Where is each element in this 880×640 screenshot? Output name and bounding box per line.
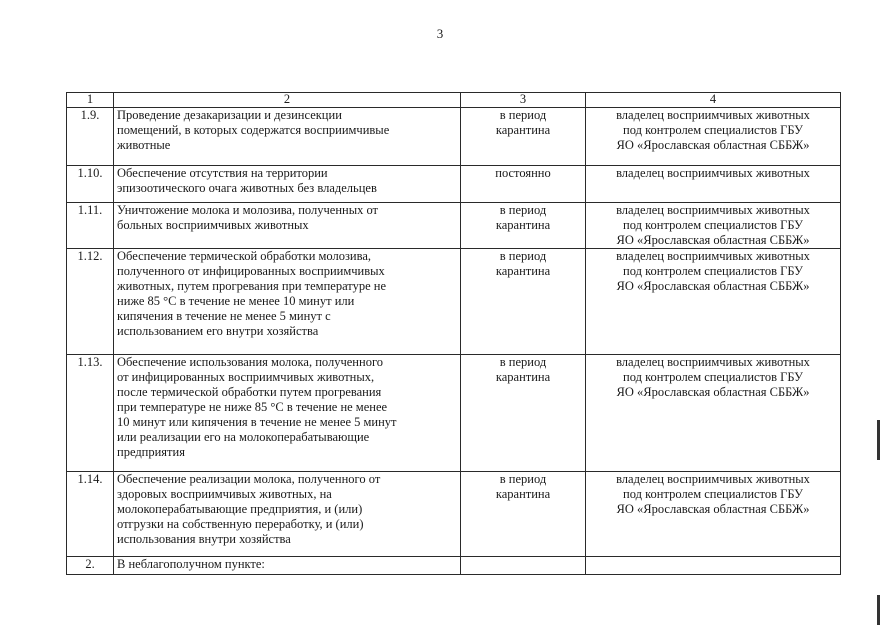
- row-responsible: владелец восприимчивых животных под контролем специалистов ГБУ ЯО «Ярославская областная СББЖ»: [586, 355, 841, 472]
- header-col-3: 3: [461, 93, 586, 108]
- row-number: 1.10.: [67, 166, 114, 203]
- header-col-4: 4: [586, 93, 841, 108]
- row-number: 1.9.: [67, 108, 114, 166]
- row-responsible: владелец восприимчивых животных под контролем специалистов ГБУ ЯО «Ярославская областная СББЖ»: [586, 108, 841, 166]
- row-responsible: владелец восприимчивых животных под контролем специалистов ГБУ ЯО «Ярославская областная СББЖ»: [586, 249, 841, 355]
- row-responsible: [586, 557, 841, 575]
- row-measure: Обеспечение отсутствия на территории эпизоотического очага животных без владельцев: [114, 166, 461, 203]
- page-number: 3: [436, 26, 444, 41]
- row-period: в период карантина: [461, 249, 586, 355]
- row-measure: В неблагополучном пункте:: [114, 557, 461, 575]
- row-number: 2.: [67, 557, 114, 575]
- table-row: [67, 166, 841, 203]
- table-row: [67, 108, 841, 166]
- table-header-row: [67, 93, 841, 108]
- row-measure: Проведение дезакаризации и дезинсекции помещений, в которых содержатся восприимчивые животные: [114, 108, 461, 166]
- row-responsible: владелец восприимчивых животных: [586, 166, 841, 203]
- row-period: [461, 557, 586, 575]
- row-responsible: владелец восприимчивых животных под контролем специалистов ГБУ ЯО «Ярославская областная СББЖ»: [586, 472, 841, 557]
- table-row: [67, 355, 841, 472]
- table-row: [67, 203, 841, 249]
- row-period: в период карантина: [461, 108, 586, 166]
- row-number: 1.11.: [67, 203, 114, 249]
- row-responsible: владелец восприимчивых животных под контролем специалистов ГБУ ЯО «Ярославская областная СББЖ»: [586, 203, 841, 249]
- table-row: [67, 557, 841, 575]
- row-measure: Обеспечение термической обработки молозива, полученного от инфицированных восприимчивых животных, путем прогревания при температуре не ниже 85 °С в течение не менее 10 минут или кипячения в течение не менее 5 минут с использованием его внутри хозяйства: [114, 249, 461, 355]
- row-period: в период карантина: [461, 355, 586, 472]
- row-measure: Уничтожение молока и молозива, полученных от больных восприимчивых животных: [114, 203, 461, 249]
- row-number: 1.14.: [67, 472, 114, 557]
- table-row: [67, 249, 841, 355]
- row-measure: Обеспечение реализации молока, полученного от здоровых восприимчивых животных, на молокоперабатывающие предприятия, и (или) отгрузки на собственную переработку, и (или) использования внутри хозяйства: [114, 472, 461, 557]
- row-measure: Обеспечение использования молока, полученного от инфицированных восприимчивых животных, после термической обработки путем прогревания при температуре не ниже 85 °С в течение не менее 10 минут или кипячения в течение не менее 5 минут или реализации его на молокоперабатывающие предприятия: [114, 355, 461, 472]
- row-period: в период карантина: [461, 472, 586, 557]
- header-col-2: 2: [114, 93, 461, 108]
- measures-table: [66, 92, 841, 575]
- table-row: [67, 472, 841, 557]
- row-period: в период карантина: [461, 203, 586, 249]
- header-col-1: 1: [67, 93, 114, 108]
- row-number: 1.12.: [67, 249, 114, 355]
- row-number: 1.13.: [67, 355, 114, 472]
- row-period: постоянно: [461, 166, 586, 203]
